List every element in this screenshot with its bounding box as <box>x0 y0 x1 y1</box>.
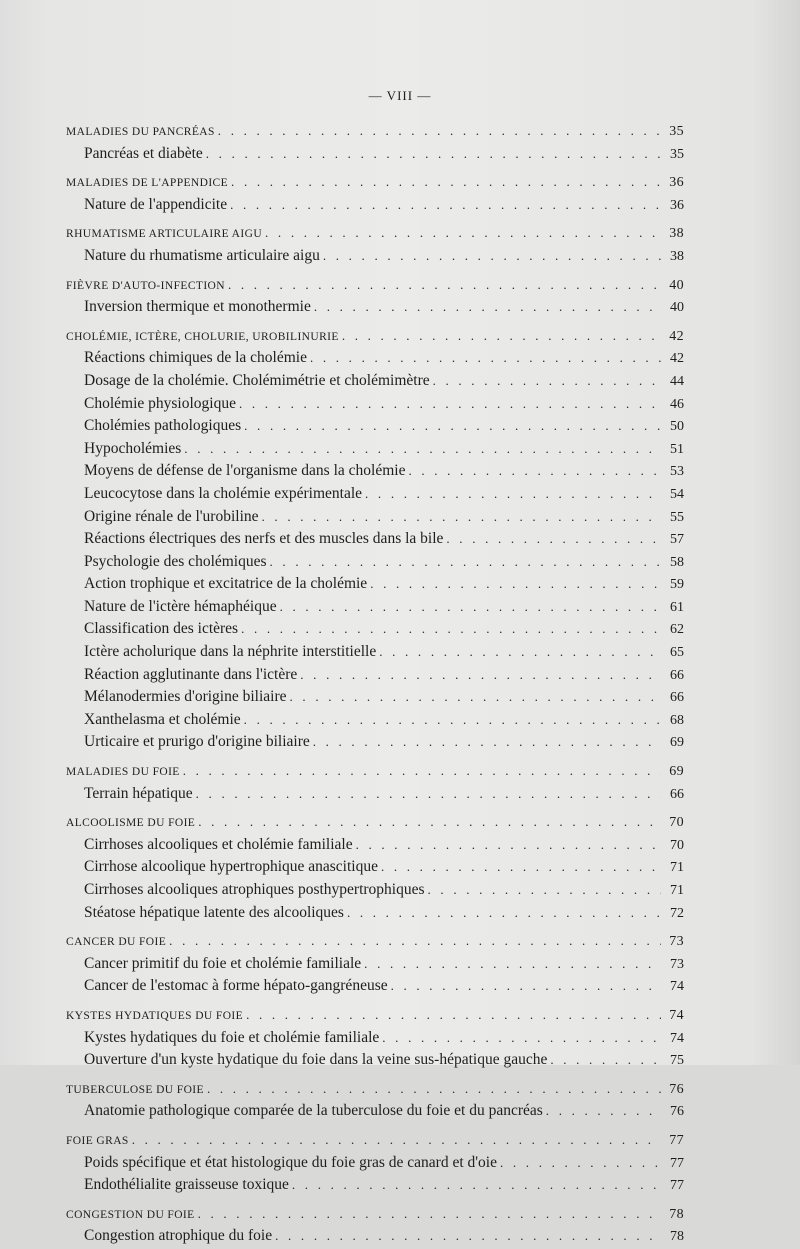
dot-leader <box>169 930 661 953</box>
toc-entry <box>66 783 684 806</box>
dot-leader <box>433 370 661 393</box>
dot-leader <box>428 879 661 902</box>
toc-entry <box>66 596 684 619</box>
page-ref: 46 <box>670 396 684 412</box>
entry-title: Cirrhose alcoolique hypertrophique anascitique <box>84 858 378 876</box>
toc-entry <box>66 856 684 879</box>
entry-title: Psychologie des cholémiques <box>84 552 267 570</box>
toc-entry <box>66 415 684 438</box>
toc-section <box>66 760 684 783</box>
dot-leader <box>196 783 661 806</box>
dot-leader <box>246 1004 661 1027</box>
page-ref: 70 <box>669 815 684 831</box>
entry-title: Cirrhoses alcooliques atrophiques posthypertrophiques <box>84 881 425 898</box>
dot-leader <box>310 347 661 370</box>
page-ref: 42 <box>669 328 684 344</box>
entry-title: Réactions chimiques de la cholémie <box>84 349 307 367</box>
toc-entry <box>66 143 684 166</box>
entry-title: Cancer primitif du foie et cholémie familiale <box>84 954 362 972</box>
section-title: FIÈVRE D'AUTO-INFECTION <box>66 279 225 292</box>
toc-entry <box>66 528 684 551</box>
dot-leader <box>347 902 661 925</box>
page-ref: 36 <box>670 197 684 213</box>
toc-entry <box>66 296 684 319</box>
entry-title: Congestion atrophique du foie <box>84 1227 273 1245</box>
page-ref: 71 <box>670 883 684 898</box>
page-ref: 66 <box>670 786 684 802</box>
dot-leader <box>231 171 661 194</box>
dot-leader <box>365 483 661 506</box>
page-ref: 35 <box>670 146 684 162</box>
dot-leader <box>241 618 661 641</box>
toc-section <box>66 274 684 297</box>
page-ref: 66 <box>670 690 684 706</box>
toc-entry <box>66 245 684 268</box>
page-ref: 77 <box>669 1132 684 1148</box>
page-ref: 40 <box>670 300 684 316</box>
toc-section <box>66 930 684 953</box>
entry-title: Xanthelasma et cholémie <box>84 710 241 728</box>
toc-entry <box>66 506 684 529</box>
toc-entry <box>66 393 684 416</box>
entry-title: Action trophique et excitatrice de la cholémie <box>84 575 368 593</box>
toc-entry <box>66 194 684 217</box>
page-ref: 40 <box>669 277 684 293</box>
page-ref: 77 <box>670 1178 684 1194</box>
page-ref: 57 <box>670 532 684 548</box>
page-ref: 50 <box>670 419 684 435</box>
page-ref: 74 <box>670 979 684 995</box>
dot-leader <box>290 686 661 709</box>
entry-title: Classification des ictères <box>84 620 239 638</box>
page-ref: 78 <box>669 1206 684 1222</box>
dot-leader <box>382 1027 661 1050</box>
dot-leader <box>262 506 661 529</box>
dot-leader <box>270 551 661 574</box>
toc-entry <box>66 834 684 857</box>
entry-title: Moyens de défense de l'organisme dans la cholémie <box>84 462 406 480</box>
dot-leader <box>206 143 661 166</box>
dot-leader <box>198 811 661 834</box>
dot-leader <box>391 975 661 998</box>
toc-entry <box>66 573 684 596</box>
dot-leader <box>381 856 661 879</box>
dot-leader <box>550 1049 661 1072</box>
entry-title: Réaction agglutinante dans l'ictère <box>84 665 298 683</box>
toc-entry <box>66 1100 684 1123</box>
toc-section <box>66 1203 684 1226</box>
page-number: — VIII — <box>368 88 432 103</box>
page-ref: 55 <box>670 509 684 525</box>
entry-title: Anatomie pathologique comparée de la tuberculose du foie et du pancréas <box>84 1102 543 1120</box>
toc-section <box>66 222 684 245</box>
toc-section <box>66 811 684 834</box>
dot-leader <box>314 296 661 319</box>
entry-title: Cholémies pathologiques <box>84 417 242 435</box>
page-ref: 70 <box>670 837 684 853</box>
dot-leader <box>446 528 661 551</box>
section-title: ALCOOLISME DU FOIE <box>66 817 196 830</box>
toc-entry <box>66 1049 684 1072</box>
dot-leader <box>244 415 661 438</box>
dot-leader <box>239 393 661 416</box>
dot-leader <box>313 731 661 754</box>
dot-leader <box>300 664 661 687</box>
dot-leader <box>184 438 661 461</box>
page-ref: 59 <box>670 577 684 593</box>
toc-entry <box>66 953 684 976</box>
page-ref: 73 <box>670 956 684 972</box>
toc-entry <box>66 641 684 664</box>
section-title: CHOLÉMIE, ICTÈRE, CHOLURIE, UROBILINURIE <box>66 330 339 343</box>
page-ref: 42 <box>670 351 684 367</box>
page-ref: 38 <box>670 248 684 264</box>
entry-title: Endothélialite graisseuse toxique <box>84 1176 289 1194</box>
toc-entry <box>66 902 684 925</box>
entry-title: Ouverture d'un kyste hydatique du foie dans la veine sus-hépatique gauche <box>84 1051 548 1069</box>
page-ref: 65 <box>670 645 684 661</box>
entry-title: Cancer de l'estomac à forme hépato-gangréneuse <box>84 977 388 995</box>
section-title: KYSTES HYDATIQUES DU FOIE <box>66 1009 244 1022</box>
dot-leader <box>198 1203 661 1226</box>
entry-title: Nature du rhumatisme articulaire aigu <box>84 246 320 264</box>
toc-entry <box>66 879 684 902</box>
page-ref: 51 <box>670 441 684 457</box>
dot-leader <box>342 325 661 348</box>
toc-entry <box>66 664 684 687</box>
page-ref: 77 <box>670 1155 684 1171</box>
dot-leader <box>546 1100 661 1123</box>
dot-leader <box>132 1129 661 1152</box>
toc-entry <box>66 709 684 732</box>
page-ref: 58 <box>670 554 684 570</box>
section-title: MALADIES DU FOIE <box>66 766 180 779</box>
toc-entry <box>66 551 684 574</box>
entry-title: Nature de l'appendicite <box>84 195 228 213</box>
page-ref: 74 <box>670 1030 684 1046</box>
toc-entry <box>66 686 684 709</box>
toc-entry <box>66 347 684 370</box>
toc-entry <box>66 731 684 754</box>
toc-entry <box>66 1027 684 1050</box>
toc-section <box>66 120 684 143</box>
toc-entry <box>66 483 684 506</box>
page-ref: 53 <box>670 464 684 480</box>
entry-title: Terrain hépatique <box>84 784 193 802</box>
dot-leader <box>230 194 661 217</box>
toc-entry <box>66 460 684 483</box>
toc-entry <box>66 975 684 998</box>
section-title: RHUMATISME ARTICULAIRE AIGU <box>66 228 263 241</box>
page-ref: 72 <box>670 905 684 921</box>
entry-title: Leucocytose dans la cholémie expérimentale <box>84 484 363 502</box>
dot-leader <box>364 953 661 976</box>
page-ref: 75 <box>670 1053 684 1069</box>
dot-leader <box>207 1078 661 1101</box>
section-title: TUBERCULOSE DU FOIE <box>66 1083 204 1096</box>
section-title: MALADIES DE L'APPENDICE <box>66 177 229 190</box>
entry-title: Origine rénale de l'urobiline <box>84 507 259 525</box>
dot-leader <box>379 641 661 664</box>
toc-section <box>66 1078 684 1101</box>
page-ref: 66 <box>670 667 684 683</box>
section-title: MALADIES DU PANCRÉAS <box>66 126 215 138</box>
dot-leader <box>218 120 661 143</box>
entry-title: Mélanodermies d'origine biliaire <box>84 688 287 706</box>
page-ref: 68 <box>670 712 684 728</box>
entry-title: Cholémie physiologique <box>84 394 236 412</box>
entry-title: Pancréas et diabète <box>84 144 203 162</box>
entry-title: Cirrhoses alcooliques et cholémie familiale <box>84 835 353 853</box>
page-ref: 44 <box>670 373 684 389</box>
section-title: FOIE GRAS <box>66 1134 129 1147</box>
page-ref: 35 <box>669 124 684 139</box>
toc-section <box>66 325 684 348</box>
entry-title: Urticaire et prurigo d'origine biliaire <box>84 733 310 751</box>
entry-title: Dosage de la cholémie. Cholémimétrie et cholémimètre <box>84 371 430 389</box>
entry-title: Kystes hydatiques du foie et cholémie familiale <box>84 1028 380 1046</box>
page-ref: 76 <box>670 1104 684 1120</box>
toc-entry <box>66 370 684 393</box>
dot-leader <box>292 1174 661 1197</box>
toc-section <box>66 1129 684 1152</box>
entry-title: Hypocholémies <box>84 439 182 457</box>
toc-entry <box>66 1174 684 1197</box>
entry-title: Réactions électriques des nerfs et des muscles dans la bile <box>84 530 444 548</box>
dot-leader <box>244 709 661 732</box>
page-ref: 62 <box>670 622 684 638</box>
dot-leader <box>370 573 661 596</box>
entry-title: Poids spécifique et état histologique du foie gras de canard et d'oie <box>84 1153 497 1171</box>
entry-title: Inversion thermique et monothermie <box>84 298 311 316</box>
toc-entry <box>66 1225 684 1248</box>
section-title: CANCER DU FOIE <box>66 936 167 949</box>
dot-leader <box>500 1152 661 1175</box>
dot-leader <box>228 274 661 297</box>
entry-title: Ictère acholurique dans la néphrite interstitielle <box>84 643 377 661</box>
page-ref: 76 <box>669 1081 684 1097</box>
toc-entry <box>66 618 684 641</box>
page-ref: 38 <box>669 226 684 242</box>
page-ref: 61 <box>670 599 684 615</box>
dot-leader <box>275 1225 661 1248</box>
page-ref: 36 <box>669 175 684 191</box>
toc-entry <box>66 438 684 461</box>
toc-section <box>66 171 684 194</box>
table-of-contents <box>66 120 684 1248</box>
toc-entry <box>66 1152 684 1175</box>
page-ref: 54 <box>670 486 684 502</box>
entry-title: Nature de l'ictère hémaphéique <box>84 597 277 615</box>
entry-title: Stéatose hépatique latente des alcooliques <box>84 903 344 921</box>
dot-leader <box>356 834 661 857</box>
toc-section <box>66 1004 684 1027</box>
page-ref: 69 <box>669 764 684 780</box>
dot-leader <box>280 596 661 619</box>
dot-leader <box>408 460 661 483</box>
dot-leader <box>183 760 661 783</box>
page-ref: 73 <box>669 934 684 950</box>
page-ref: 71 <box>670 860 684 876</box>
page-ref: 78 <box>670 1229 684 1245</box>
dot-leader <box>323 245 661 268</box>
section-title: CONGESTION DU FOIE <box>66 1208 195 1221</box>
page-ref: 74 <box>669 1007 684 1023</box>
dot-leader <box>265 222 661 245</box>
page-ref: 69 <box>670 735 684 751</box>
